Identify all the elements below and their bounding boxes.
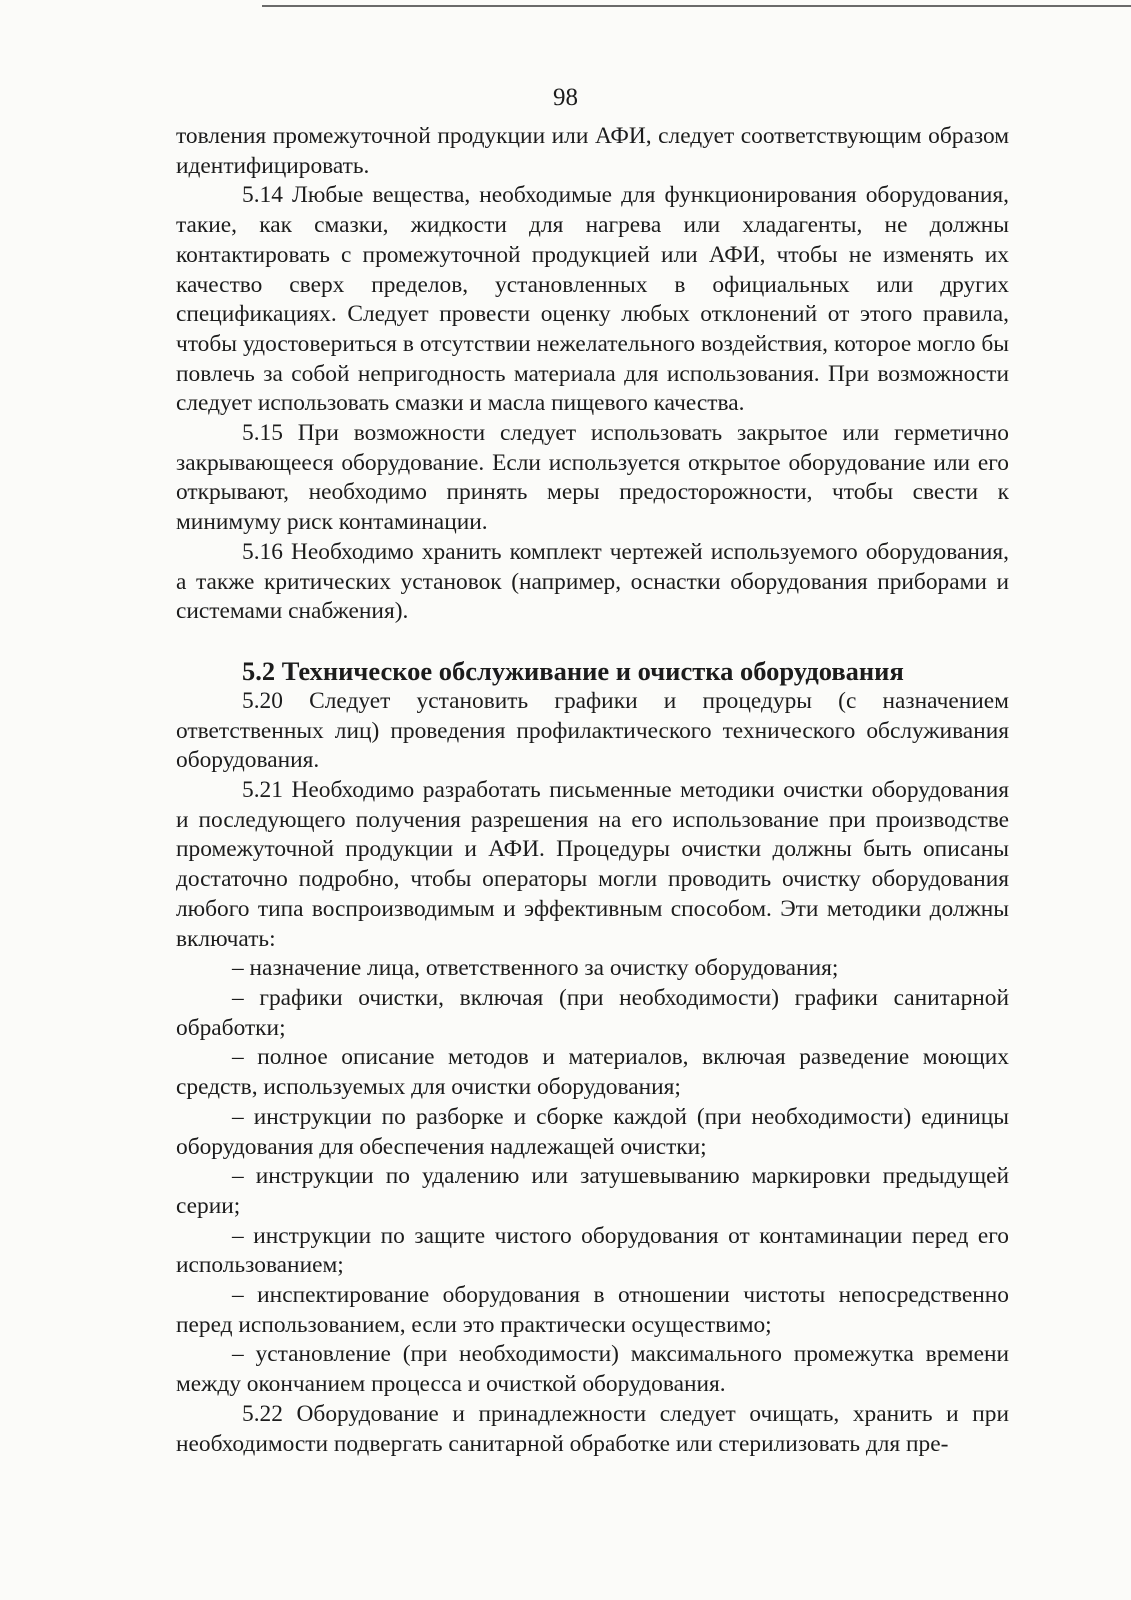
list-item: – инструкции по защите чистого оборудования от контаминации перед его использованием; (176, 1222, 1009, 1279)
paragraph-5-14: 5.14 Любые вещества, необходимые для функционирования оборудования, такие, как смазки, жидкости для нагрева или хладагенты, не должны контактировать с промежуточной продукцией или АФИ, чтобы не изменять их качество сверх пределов, установленных в официальных или других спецификациях. Следует провести оценку любых отклонений от этого правила, чтобы удостовериться в отсутствии нежелательного воздействия, которое могло бы повлечь за собой непригодность материала для использования. При возможности следует использовать смазки и масла пищевого качества. (176, 182, 1009, 417)
list-item: – полное описание методов и материалов, включая разведение моющих средств, используемых для очистки оборудования; (176, 1044, 1009, 1101)
list-item: – установление (при необходимости) максимального промежутка времени между окончанием процесса и очисткой оборудования. (176, 1341, 1009, 1398)
list-item: – инструкции по удалению или затушевыванию маркировки предыдущей серии; (176, 1163, 1009, 1219)
page-number: 98 (553, 84, 578, 111)
paragraph-5-15: 5.15 При возможности следует использовать закрытое или герметично закрывающееся оборудование. Если используется открытое оборудование или его открывают, необходимо принять меры предосторожности, чтобы свести к минимуму риск контаминации. (176, 420, 1009, 536)
paragraph-5-16: 5.16 Необходимо хранить комплект чертежей используемого оборудования, а также критических установок (например, оснастки оборудования приборами и системами снабжения). (176, 538, 1009, 625)
list-item: – инспектирование оборудования в отношении чистоты непосредственно перед использованием, если это практически осуществимо; (176, 1282, 1009, 1338)
paragraph-5-21: 5.21 Необходимо разработать письменные методики очистки оборудования и последующего получения разрешения на его использование при производстве промежуточной продукции и АФИ. Процедуры очистки должны быть описаны достаточно подробно, чтобы операторы могли проводить очистку оборудования любого типа воспроизводимым и эффективным способом. Эти методики должны включать: (176, 777, 1009, 952)
list-item: – графики очистки, включая (при необходимости) графики санитарной обработки; (176, 984, 1009, 1041)
paragraph-continuation: товления промежуточной продукции или АФИ, следует соответствующим образом идентифицировать. (176, 123, 1009, 179)
section-heading: 5.2 Техническое обслуживание и очистка оборудования (242, 655, 904, 686)
list-item: – инструкции по разборке и сборке каждой (при необходимости) единицы оборудования для обеспечения надлежащей очистки; (176, 1103, 1009, 1160)
scan-edge-line (262, 5, 1131, 7)
list-item: – назначение лица, ответственного за очистку оборудования; (232, 955, 839, 982)
document-body (176, 122, 1009, 1459)
paragraph-5-22: 5.22 Оборудование и принадлежности следует очищать, хранить и при необходимости подвергать санитарной обработке или стерилизовать для пре- (176, 1400, 1009, 1457)
paragraph-5-20: 5.20 Следует установить графики и процедуры (с назначением ответственных лиц) проведения профилактического технического обслуживания оборудования. (176, 687, 1009, 774)
